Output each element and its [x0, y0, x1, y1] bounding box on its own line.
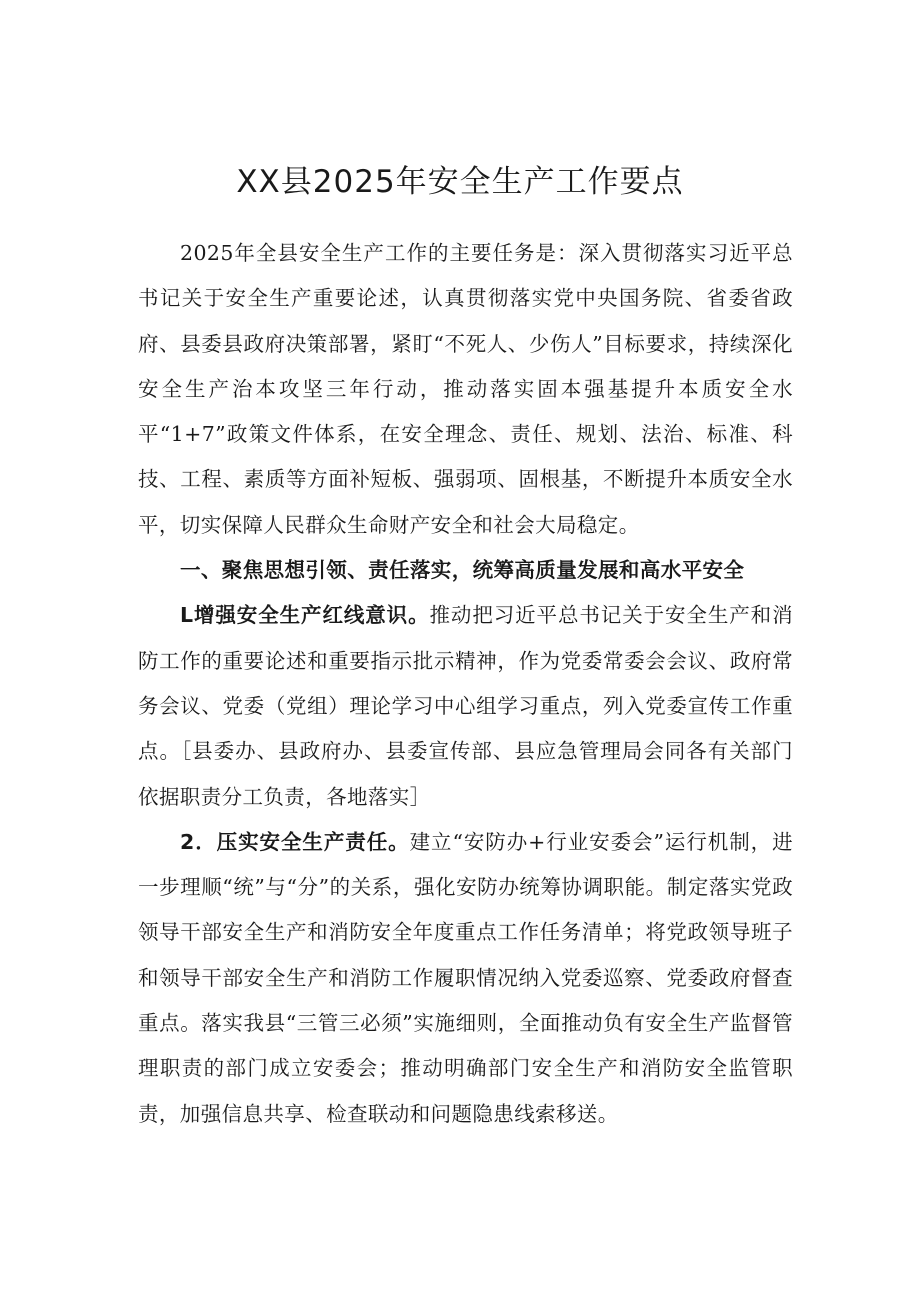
item-paragraph-1: [138, 593, 793, 819]
document-title: XX县2025年安全生产工作要点: [236, 164, 684, 200]
item-2-lead: 2．压实安全生产责任。: [180, 829, 410, 854]
item-1-lead: L增强安全生产红线意识。: [180, 603, 430, 628]
section-heading-1: 一、聚焦思想引领、责任落实，统筹高质量发展和高水平安全: [180, 558, 745, 583]
document-body: [138, 231, 793, 1137]
intro-paragraph: 2025年全县安全生产工作的主要任务是：深入贯彻落实习近平总书记关于安全生产重要论述，认真贯彻落实党中央国务院、省委省政府、县委县政府决策部署，紧盯“不死人、少伤人”目标要求，持续深化安全生产治本攻坚三年行动，推动落实固本强基提升本质安全水平“1+7”政策文件体系，在安全理念、责任、规划、法治、标准、科技、工程、素质等方面补短板、强弱项、固根基，不断提升本质安全水平，切实保障人民群众生命财产安全和社会大局稳定。: [138, 241, 793, 537]
item-1-text: 推动把习近平总书记关于安全生产和消防工作的重要论述和重要指示批示精神，作为党委常委会会议、政府常务会议、党委（党组）理论学习中心组学习重点，列入党委宣传工作重点。［县委办、县政府办、县委宣传部、县应急管理局会同各有关部门依据职责分工负责，各地落实］: [138, 603, 793, 809]
item-paragraph-2: [138, 820, 793, 1137]
item-2-text: 建立“安防办+行业安委会”运行机制，进一步理顺“统”与“分”的关系，强化安防办统筹协调职能。制定落实党政领导干部安全生产和消防安全年度重点工作任务清单；将党政领导班子和领导干部安全生产和消防工作履职情况纳入党委巡察、党委政府督查重点。落实我县“三管三必须”实施细则，全面推动负有安全生产监督管理职责的部门成立安委会；推动明确部门安全生产和消防安全监管职责，加强信息共享、检查联动和问题隐患线索移送。: [138, 829, 793, 1126]
